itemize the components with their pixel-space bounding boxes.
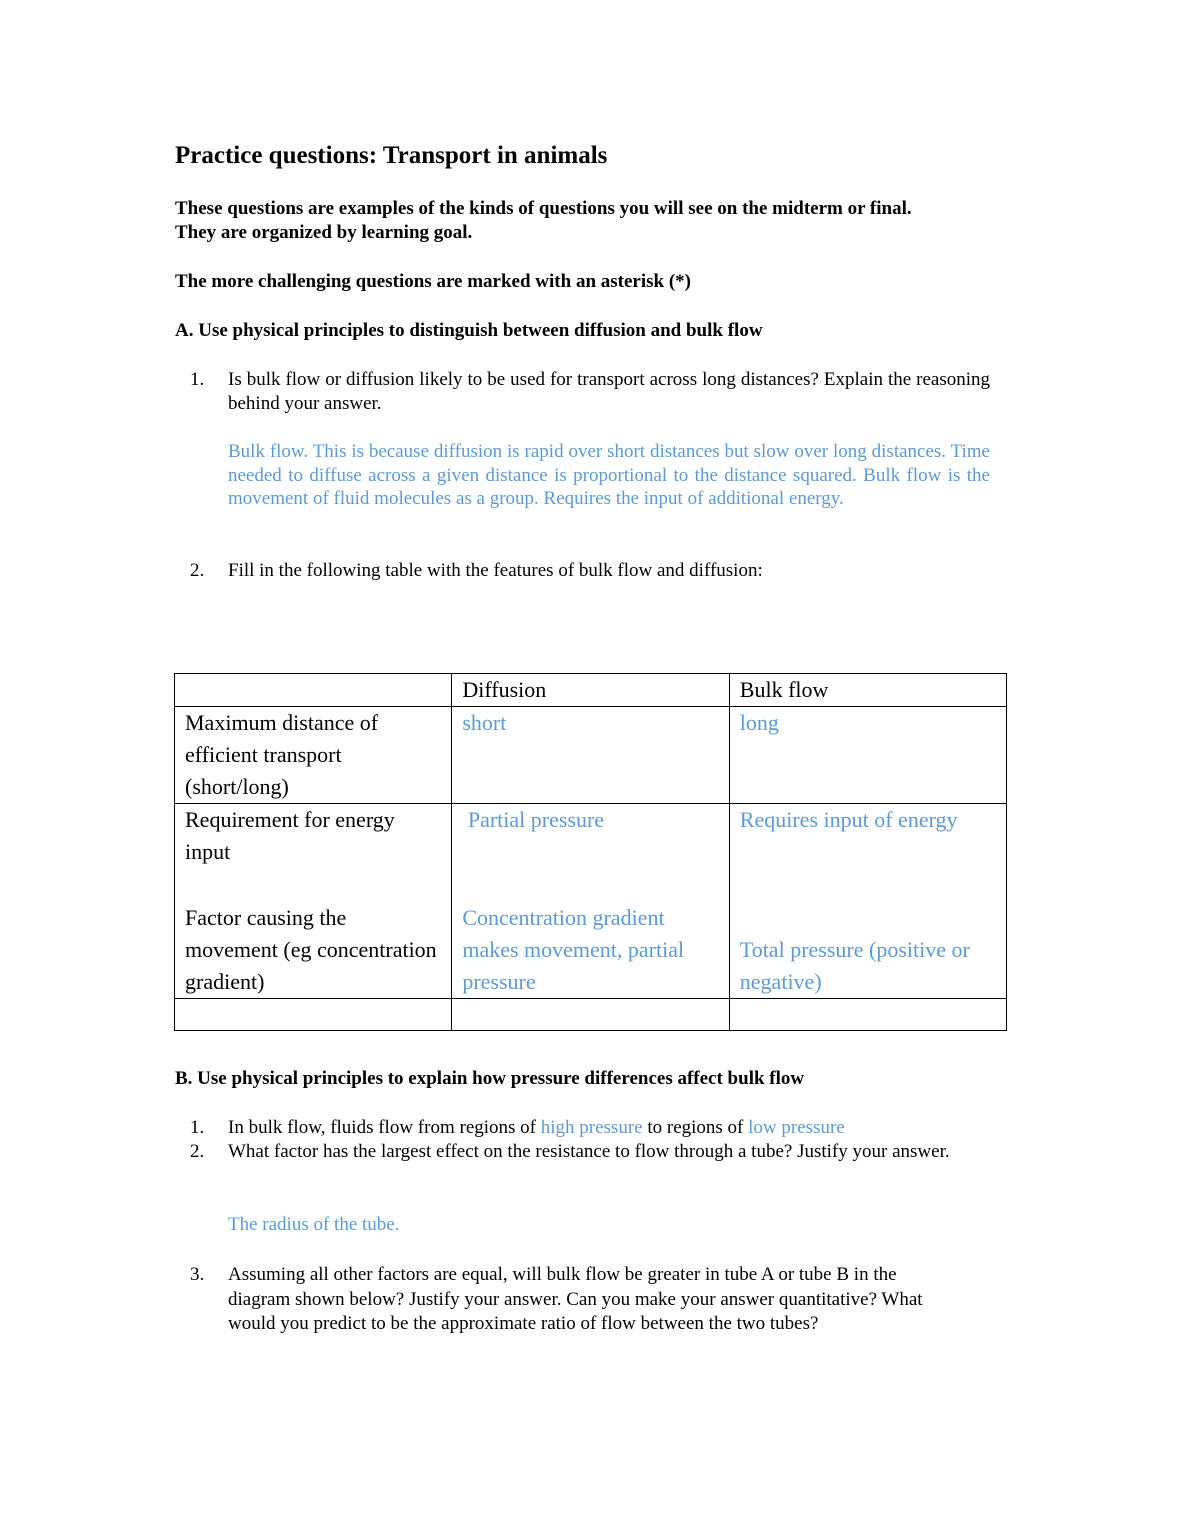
table-cell-answer: short [452,707,729,804]
table-cell-answer-group [452,804,729,999]
table-header-cell: Diffusion [452,674,729,707]
table-row-label: Maximum distance of efficient transport (short/long) [175,707,452,804]
page-title: Practice questions: Transport in animals [175,142,608,169]
question-number: 2. [190,560,205,581]
table-cell-empty [452,999,729,1031]
question-text-part: to regions of [642,1117,749,1138]
answer-text: low pressure [748,1117,845,1138]
table-cell-empty [729,999,1006,1031]
table-header-cell: Bulk flow [729,674,1006,707]
table-row [175,804,1007,999]
table-row [175,999,1007,1031]
intro-line-2: They are organized by learning goal. [175,222,473,243]
question-text: Fill in the following table with the features of bulk flow and diffusion: [228,560,763,581]
table-cell-answer: Requires input of energy [739,807,958,832]
table-cell-answer-group [729,804,1006,999]
question-text-line: Assuming all other factors are equal, will bulk flow be greater in tube A or tube B in the [228,1264,897,1285]
table-cell-answer: Total pressure (positive or negative) [739,937,970,994]
intro-line-1: These questions are examples of the kinds of questions you will see on the midterm or final. [175,198,912,219]
answer-text: The radius of the tube. [228,1214,400,1235]
challenge-note: The more challenging questions are marked with an asterisk (*) [175,271,691,292]
table-header-cell [175,674,452,707]
answer-text: Bulk flow. This is because diffusion is rapid over short distances but slow over long distances. Time needed to diffuse across a given distance is proportional to the distance squared. Bulk flow is the movement of fluid molecules as a group. Requires the input of additional energy. [228,441,990,509]
section-b-heading: B. Use physical principles to explain how pressure differences affect bulk flow [175,1068,805,1089]
table-row-label: Factor causing the movement (eg concentration gradient) [185,905,437,994]
question-number: 1. [190,369,205,390]
question-number: 1. [190,1117,205,1138]
question-number: 3. [190,1264,205,1285]
table-cell-answer: Partial pressure [462,807,605,832]
question-text [228,1116,990,1140]
table-cell-answer: long [729,707,1006,804]
answer-text: high pressure [540,1117,643,1138]
question-text-line: would you predict to be the approximate ratio of flow between the two tubes? [228,1313,819,1334]
question-number: 2. [190,1141,205,1162]
table-cell-empty [175,999,452,1031]
table-row-label: Requirement for energy input [185,807,395,864]
question-text-part: In bulk flow, fluids flow from regions of [228,1117,541,1138]
section-a-heading: A. Use physical principles to distinguish between diffusion and bulk flow [175,320,763,341]
question-text: Is bulk flow or diffusion likely to be used for transport across long distances? Explain the reasoning behind your answer. [228,369,990,414]
question-text: What factor has the largest effect on the resistance to flow through a tube? Justify your answer. [228,1141,950,1162]
table-cell-answer: Concentration gradient makes movement, partial pressure [462,905,685,994]
question-text-line: diagram shown below? Justify your answer. Can you make your answer quantitative? What [228,1289,923,1310]
table-row-label-cell [175,804,452,999]
table-row [175,707,1007,804]
features-table [174,673,1007,1031]
table-header-row [175,674,1007,707]
